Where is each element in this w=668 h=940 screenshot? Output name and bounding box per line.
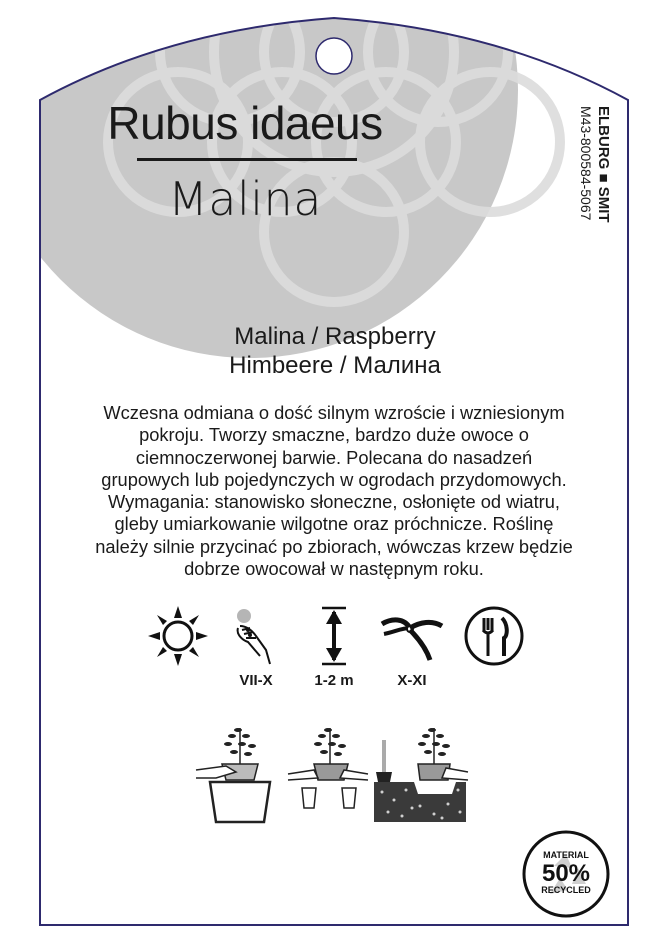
height-label: 1-2 m — [314, 672, 354, 689]
brand-name: ELBURG ■ SMIT — [595, 106, 612, 223]
common-name: Malina — [168, 172, 322, 226]
description-line: należy silnie przycinać po zbiorach, wówczas krzew będzie — [95, 535, 573, 557]
sun-icon — [146, 604, 210, 668]
pruning-shears-icon — [380, 604, 444, 668]
description-line: pokroju. Tworzy smaczne, bardzo duże owoce o — [139, 424, 529, 446]
edible-fork-knife-icon — [462, 604, 526, 668]
description — [64, 402, 604, 580]
description-line: gleby umiarkowanie wilgotne oraz próchnicze. Roślinę — [114, 513, 554, 535]
remove-from-pot-icon — [196, 716, 278, 826]
names-line-1: Malina / Raspberry — [234, 323, 436, 350]
product-code: M43-800584-5067 — [578, 106, 594, 221]
badge-percent: 50% — [541, 860, 591, 887]
pruning-months-label: X-XI — [397, 672, 427, 689]
badge-recycled: RECYCLED — [541, 885, 591, 895]
recycled-badge — [520, 828, 612, 920]
description-line: Wymagania: stanowisko słoneczne, osłonięte od wiatru, — [107, 491, 561, 513]
harvest-hand-icon — [226, 604, 290, 668]
loosen-roots-icon — [288, 716, 368, 826]
description-line: Wczesna odmiana o dość silnym wzroście i wzniesionym — [103, 402, 565, 423]
names-line-2: Himbeere / Малина — [229, 352, 441, 379]
brand-block — [572, 106, 612, 256]
title-divider — [137, 158, 357, 161]
latin-name: Rubus idaeus — [107, 97, 383, 149]
harvest-months-label: VII-X — [239, 672, 273, 689]
description-line: grupowych lub pojedynczych w ogrodach przydomowych. — [101, 468, 567, 490]
badge-material: MATERIAL — [543, 850, 589, 860]
hang-hole — [316, 38, 352, 74]
plant-names — [140, 322, 530, 380]
plant-in-soil-icon — [372, 716, 468, 826]
description-line: ciemnoczerwonej barwie. Polecana do nasadzeń — [135, 446, 533, 468]
height-arrow-icon — [302, 604, 366, 668]
description-line: dobrze owocował w następnym roku. — [184, 558, 484, 580]
